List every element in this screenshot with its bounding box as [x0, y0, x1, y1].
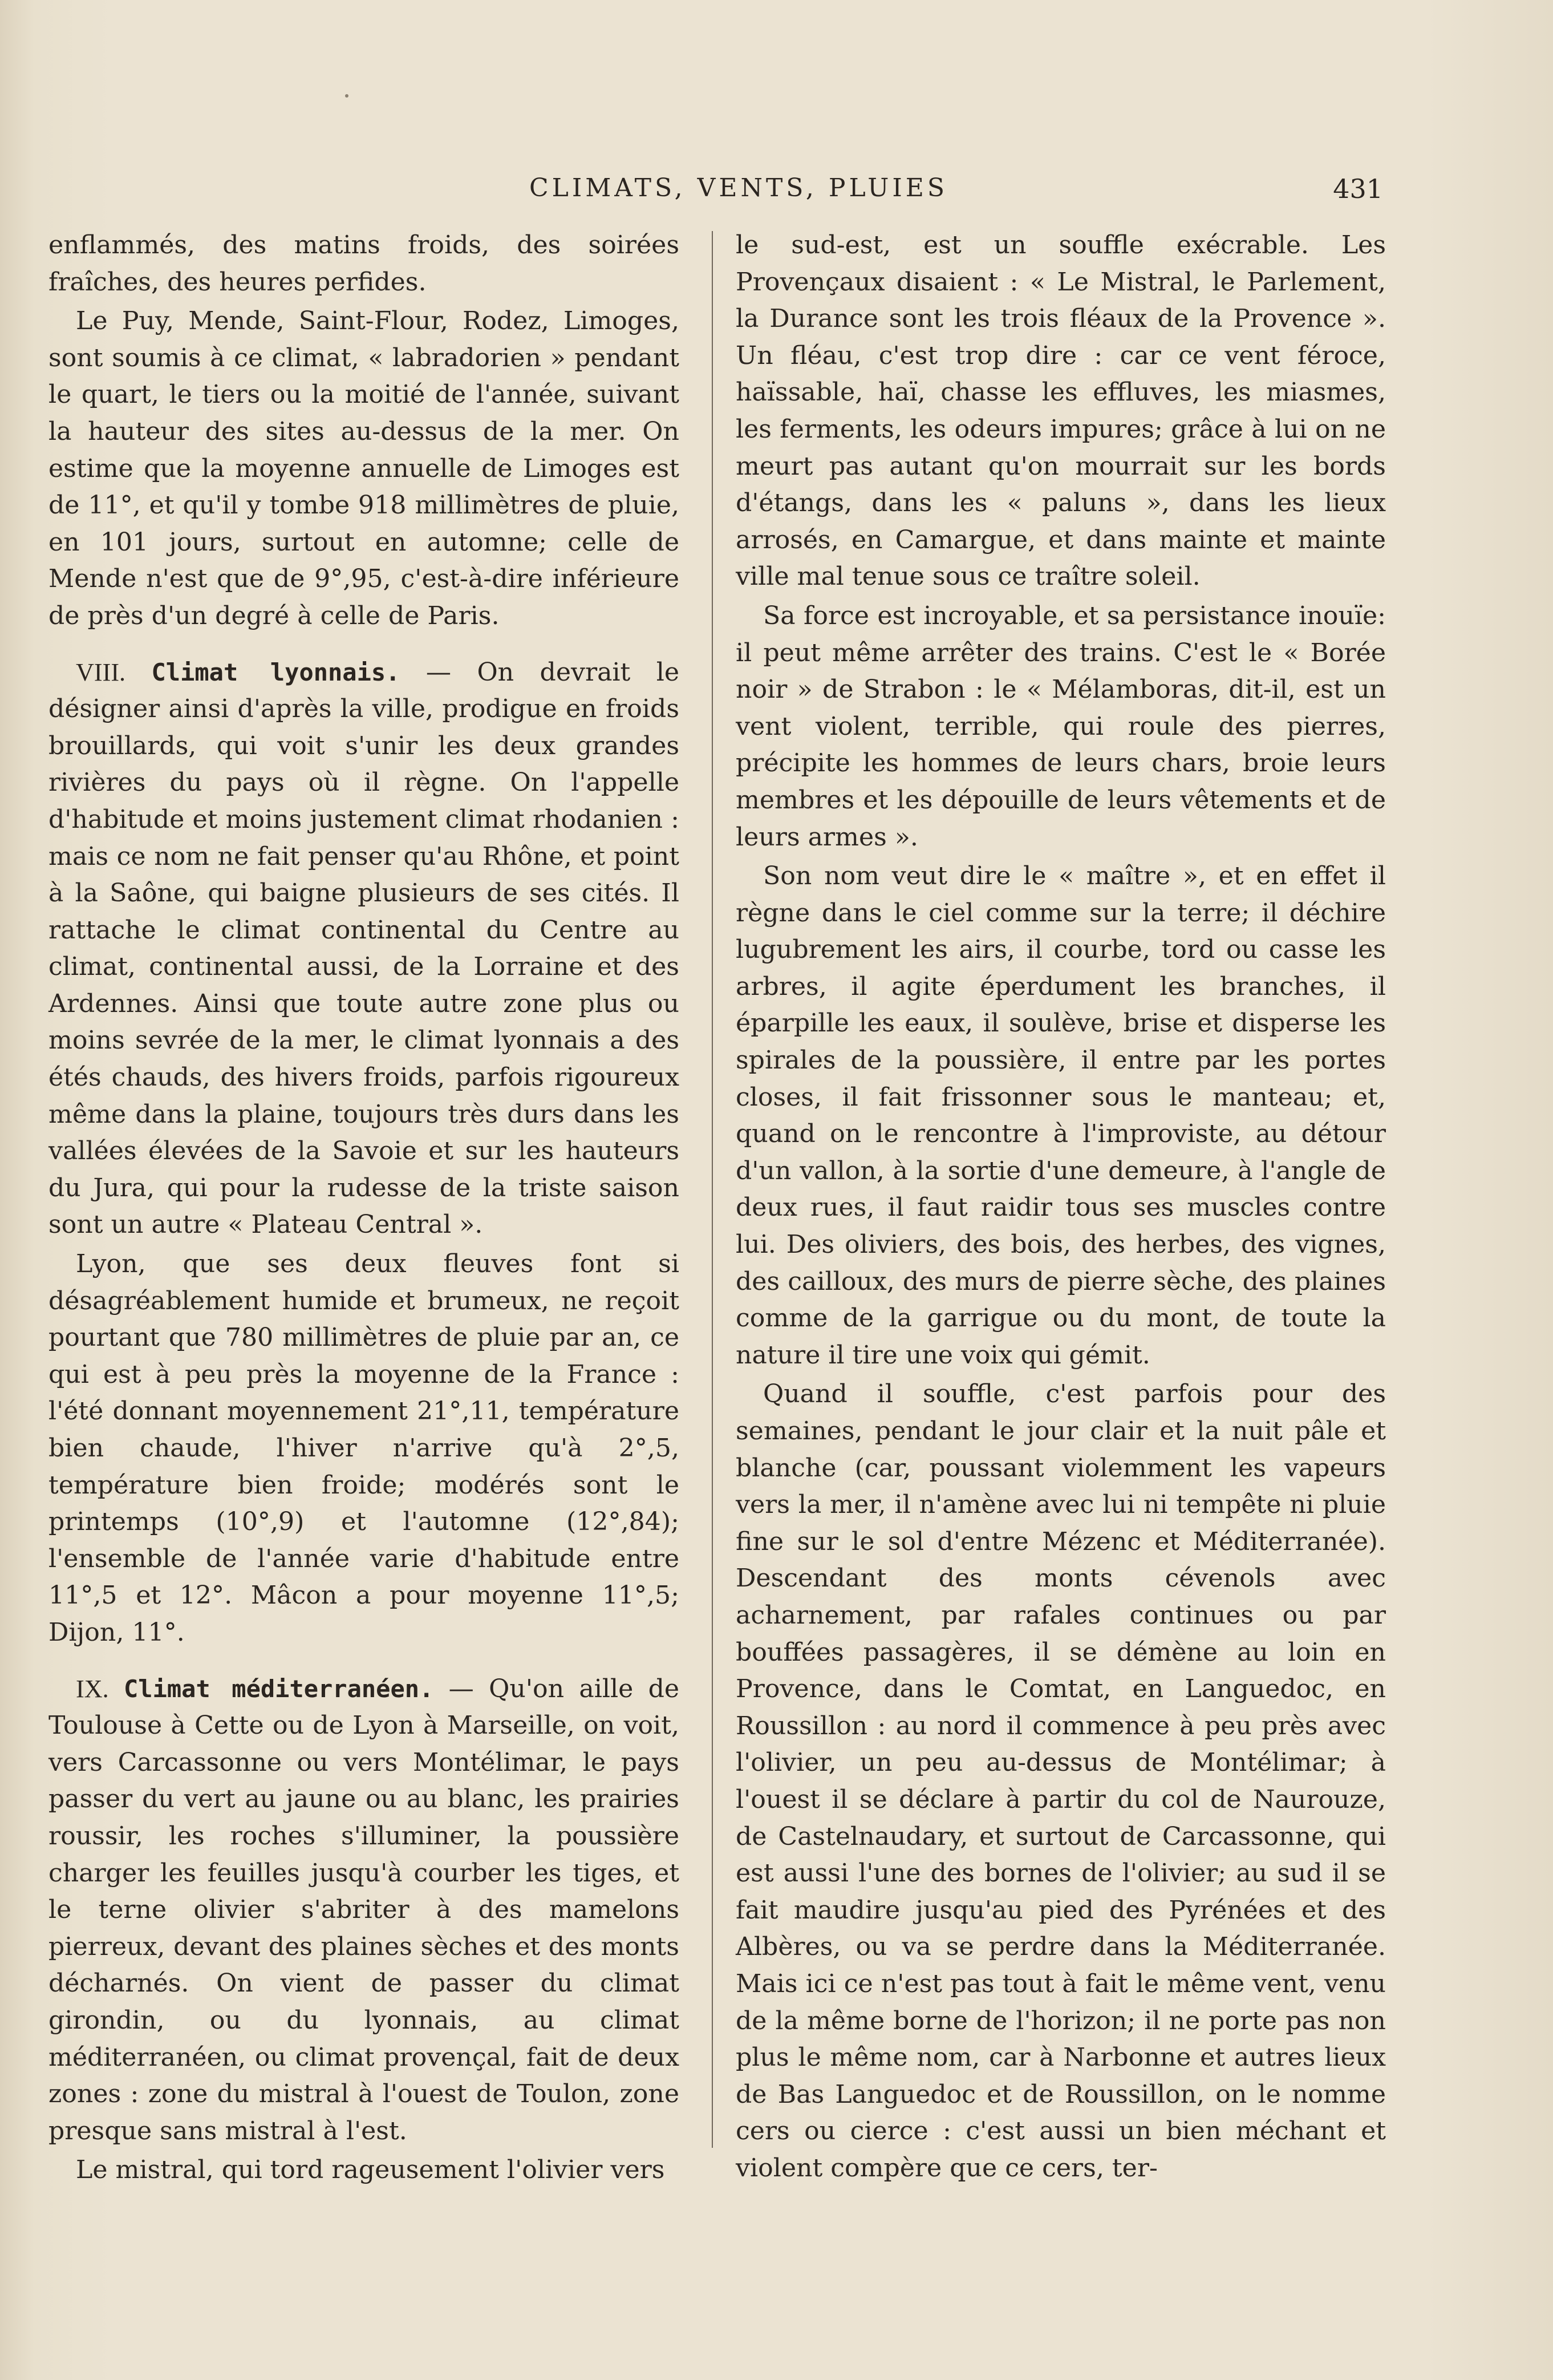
section-title: Climat méditerranéen.	[124, 1674, 434, 1703]
running-title: CLIMATS, VENTS, PLUIES	[529, 173, 948, 203]
paragraph: Son nom veut dire le « maître », et en effet il règne dans le ciel comme sur la terre; il déchire lugubrement les airs, il courbe, tord ou casse les arbres, il agite éperdument les branches, il éparpille les eaux, il soulève, brise et disperse les spirales de la poussière, il entre par les portes closes, il fait frissonner sous le manteau; et, quand on le rencontre à l'improviste, au détour d'un vallon, à la sortie d'une demeure, à l'angle de deux rues, il faut raidir tous ses muscles contre lui. Des oliviers, des bois, des herbes, des vignes, des cailloux, des murs de pierre sèche, des plaines comme de la garrigue ou du mont, de toute la nature il tire une voix qui gémit.	[736, 861, 1386, 1370]
paragraph: Sa force est incroyable, et sa persistance inouïe: il peut même arrêter des trains. C'est le « Borée noir » de Strabon : le « Mélamboras, dit-il, est un vent violent, terrible, qui roule des pierres, précipite les hommes de leurs chars, broie leurs membres et les dépouille de leurs vêtements et de leurs armes ».	[736, 601, 1386, 852]
page-header	[48, 171, 1383, 217]
section-title: Climat lyonnais.	[151, 658, 400, 686]
paragraph: enflammés, des matins froids, des soirées fraîches, des heures perfides.	[48, 230, 679, 297]
section-number: VIII.	[76, 658, 126, 686]
section-text: — On devrait le désigner ainsi d'après la ville, prodigue en froids brouillards, qui voit s'unir les deux grandes rivières du pays où il règne. On l'appelle d'habitude et moins justement climat rhodanien : mais ce nom ne fait penser qu'au Rhône, et point à la Saône, qui baigne plusieurs de ses cités. Il rattache le climat continental du Centre au climat, continental aussi, de la Lorraine et des Ardennes. Ainsi que toute autre zone plus ou moins sevrée de la mer, le climat lyonnais a des étés chauds, des hivers froids, parfois rigoureux même dans la plaine, toujours très durs dans les vallées élevées de la Savoie et sur les hauteurs du Jura, qui pour la rudesse de la triste saison sont un autre « Plateau Central ».	[48, 657, 679, 1240]
section-text: — Qu'on aille de Toulouse à Cette ou de Lyon à Marseille, on voit, vers Carcassonne ou vers Montélimar, le pays passer du vert au jaune ou au blanc, les prairies roussir, les roches s'illuminer, la poussière charger les feuilles jusqu'à courber les tiges, et le terne olivier s'abriter à des mamelons pierreux, devant des plaines sèches et des monts décharnés. On vient de passer du climat girondin, ou du lyonnais, au climat méditerranéen, ou climat provençal, fait de deux zones : zone du mistral à l'ouest de Toulon, zone presque sans mistral à l'est.	[48, 1674, 680, 2146]
section-number: IX.	[76, 1674, 109, 1703]
column-divider	[712, 231, 713, 2148]
section-ix	[48, 1671, 679, 2150]
section-viii	[48, 654, 679, 1244]
right-column	[736, 227, 1386, 2189]
left-column	[48, 227, 679, 2191]
ink-speck	[345, 94, 348, 98]
paragraph: Le mistral, qui tord rageusement l'olivier vers	[76, 2155, 665, 2185]
paragraph: Le Puy, Mende, Saint-Flour, Rodez, Limoges, sont soumis à ce climat, « labradorien » pendant le quart, le tiers ou la moitié de l'année, suivant la hauteur des sites au-dessus de la mer. On estime que la moyenne annuelle de Limoges est de 11°, et qu'il y tombe 918 millimètres de pluie, en 101 jours, surtout en automne; celle de Mende n'est que de 9°,95, c'est-à-dire inférieure de près d'un degré à celle de Paris.	[48, 306, 679, 630]
paragraph: le sud-est, est un souffle exécrable. Les Provençaux disaient : « Le Mistral, le Parlement, la Durance sont les trois fléaux de la Provence ». Un fléau, c'est trop dire : car ce vent féroce, haïssable, haï, chasse les effluves, les miasmes, les ferments, les odeurs impures; grâce à lui on ne meurt pas autant qu'on mourrait sur les bords d'étangs, dans les « paluns », dans les lieux arrosés, en Camargue, et dans mainte et mainte ville mal tenue sous ce traître soleil.	[736, 230, 1386, 592]
paragraph: Lyon, que ses deux fleuves font si désagréablement humide et brumeux, ne reçoit pourtant que 780 millimètres de pluie par an, ce qui est à peu près la moyenne de la France : l'été donnant moyennement 21°,11, température bien chaude, l'hiver n'arrive qu'à 2°,5, température bien froide; modérés sont le printemps (10°,9) et l'automne (12°,84); l'ensemble de l'année varie d'habitude entre 11°,5 et 12°. Mâcon a pour moyenne 11°,5; Dijon, 11°.	[48, 1249, 679, 1647]
page-number: 431	[1333, 173, 1383, 204]
paragraph: Quand il souffle, c'est parfois pour des semaines, pendant le jour clair et la nuit pâle et blanche (car, poussant violemment les vapeurs vers la mer, il n'amène avec lui ni tempête ni pluie fine sur le sol d'entre Mézenc et Méditerranée). Descendant des monts cévenols avec acharnement, par rafales continues ou par bouffées passagères, il se démène au loin en Provence, dans le Comtat, en Languedoc, en Roussillon : au nord il commence à peu près avec l'olivier, un peu au-dessus de Montélimar; à l'ouest il se déclare à partir du col de Naurouze, de Castelnaudary, et surtout de Carcassonne, qui est aussi l'une des bornes de l'olivier; au sud il se fait maudire jusqu'au pied des Pyrénées et des Albères, ou va se perdre dans la Méditerranée. Mais ici ce n'est pas tout à fait le même vent, venu de la même borne de l'horizon; il ne porte pas non plus le même nom, car à Narbonne et autres lieux de Bas Languedoc et de Roussillon, on le nomme cers ou cierce : c'est aussi un bien méchant et violent compère que ce cers, ter-	[736, 1379, 1386, 2183]
